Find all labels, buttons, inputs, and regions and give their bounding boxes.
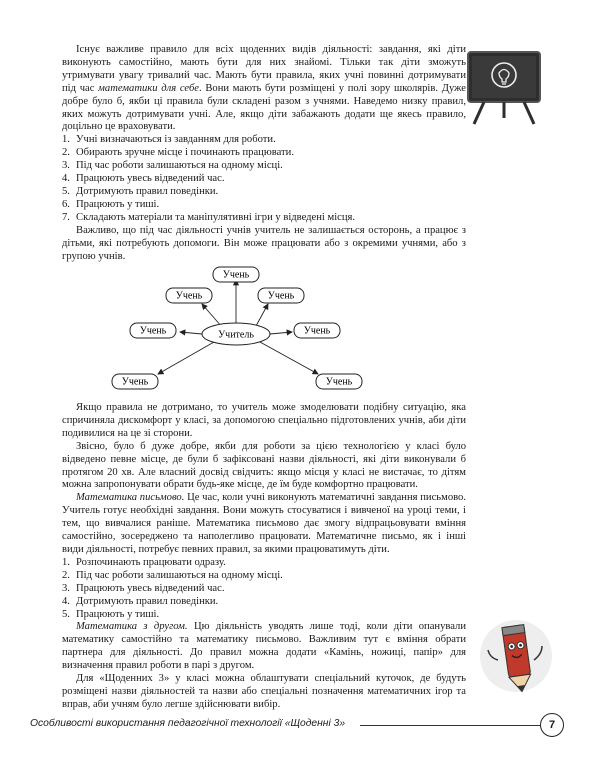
- pencil-mascot-icon: [478, 612, 554, 696]
- text-block-top: [62, 44, 466, 263]
- paragraph-place: Звісно, було б дуже добре, якби для роботи за цією технологією у класі було відведено певне місце, де були б зафіксовані назви діяльності, які діти виконували б протягом 20 хв. Але власний досвід свідчить: якщо місця у класі не вистачає, то дітям можна запропонувати обрати будь-яке місце, де їм буде комфортно працювати.: [62, 440, 466, 491]
- list-item: 1. Розпочинають працювати одразу.: [62, 556, 226, 568]
- chalkboard-icon: [462, 48, 546, 126]
- list-item: 3. Під час роботи залишаються на одному місці.: [62, 160, 283, 172]
- page-number: 7: [540, 713, 564, 737]
- paragraph-teacher: Важливо, що під час діяльності учнів учитель не залишається осторонь, а працює з дітьми, які потребують допомоги. Він може працювати або з окремими учнями, або з групою учнів.: [62, 224, 466, 262]
- rules-list-1: [62, 134, 466, 224]
- student-label: Учень: [139, 325, 167, 337]
- teacher-label: Учитель: [218, 329, 254, 341]
- paragraph-writing: Математика письмово. Це час, коли учні виконують математичні завдання письмово. Учитель готує необхідні завдання. Вони можуть стосуватися і вивченої на уроці теми, і тем, що вивчалися раніше. Математика письмово дає змогу відпрацьовувати вміння самостійно, зосереджено та наполегливо працювати. Математичне письмо, як і інші види діяльності, потребує певних правил, за якими працюватимуть діти.: [62, 492, 466, 555]
- list-item: 3. Працюють увесь відведений час.: [62, 582, 225, 594]
- list-item: 2. Під час роботи залишаються на одному місці.: [62, 569, 283, 581]
- paragraph-friend: Математика з другом. Цю діяльність уводять лише тоді, коли діти опанували математику самостійно та математику письмово. Важливим тут є вміння обрати партнера для діяльності. До правил можна додати «Камінь, ножиці, папір» для визначення правил роботи в парі з другом.: [62, 621, 466, 672]
- paragraph-modeling: Якщо правила не дотримано, то учитель може змоделювати подібну ситуацію, яка спричиняла дискомфорт у класі, за допомогою спеціально підготовлених учнів, аби діти подивилися на це зі сторони.: [62, 402, 466, 439]
- student-label: Учень: [222, 269, 250, 281]
- student-label: Учень: [175, 290, 203, 302]
- list-item: 6. Працюють у тиші.: [62, 198, 160, 210]
- list-item: 5. Дотримують правил поведінки.: [62, 185, 219, 197]
- list-item: 2. Обирають зручне місце і починають працювати.: [62, 147, 294, 159]
- footer-title: Особливості використання педагогічної технології «Щоденні 3»: [30, 718, 346, 729]
- student-label: Учень: [303, 325, 331, 337]
- list-item: 7. Складають матеріали та маніпулятивні ігри у відведені місця.: [62, 211, 356, 223]
- paragraph-intro: Існує важливе правило для всіх щоденних видів діяльності: завдання, які діти виконують самостійно, мають бути для них знайомі. Тільки так діти зможуть утримувати увагу тривалий час. Мають бути правила, яких учні повинні дотримувати під час математики для себе. Вони мають бути розміщені у полі зору школярів. Дуже добре було б, якби ці правила були складені разом з учнями. Наведемо низку правил, яких можуть дотримувати учні. Але, якщо діти забажають додати ще якесь правило, доцільно це враховувати.: [62, 44, 466, 133]
- student-label: Учень: [267, 290, 295, 302]
- rules-list-2: [62, 557, 466, 622]
- list-item: 5. Працюють у тиші.: [62, 608, 160, 620]
- footer-divider: [360, 725, 540, 726]
- list-item: 4. Дотримують правил поведінки.: [62, 595, 219, 607]
- list-item: 1. Учні визначаються із завданням для роботи.: [62, 134, 276, 146]
- list-item: 4. Працюють увесь відведений час.: [62, 173, 225, 185]
- student-label: Учень: [325, 376, 353, 388]
- teacher-students-diagram: [110, 262, 370, 396]
- paragraph-corner: Для «Щоденних 3» у класі можна облаштувати спеціальний куточок, де будуть розміщені назви діяльностей та назви або спеціальні позначення математичних ігор та вправ, аби учням було легше здійснювати вибір.: [62, 673, 466, 710]
- student-label: Учень: [121, 376, 149, 388]
- page-footer: [30, 713, 570, 735]
- text-block-bottom: [62, 402, 466, 712]
